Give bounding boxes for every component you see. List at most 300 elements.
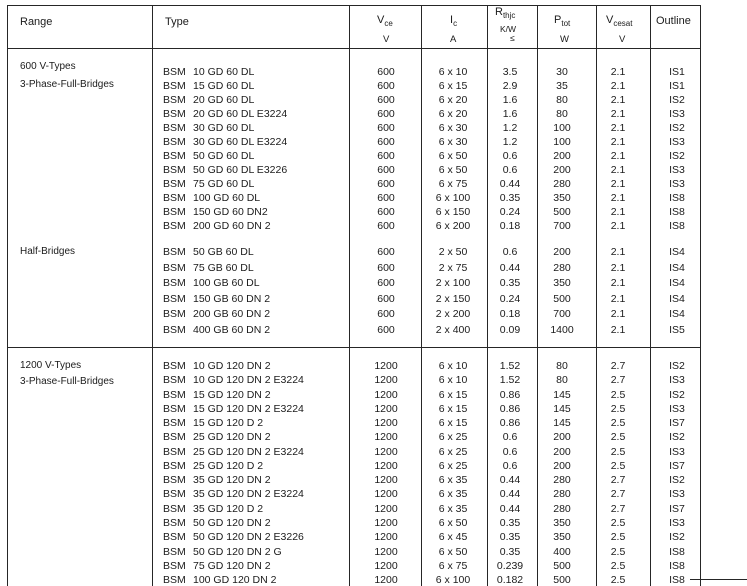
cell-ic: 6 x 25 — [438, 460, 468, 472]
cell-rthjc: 0.24 — [499, 293, 521, 305]
cell-outline: IS7 — [669, 460, 685, 472]
cell-outline: IS3 — [669, 164, 685, 176]
cell-series: BSM — [163, 360, 186, 372]
cell-vcesat: 2.5 — [610, 446, 626, 458]
table-row — [0, 94, 747, 106]
cell-model: 100 GD 120 DN 2 — [193, 574, 277, 586]
table-row — [0, 531, 747, 543]
cell-vcesat: 2.1 — [610, 178, 626, 190]
cell-ic: 6 x 50 — [438, 164, 468, 176]
cell-vce: 1200 — [374, 574, 398, 586]
cell-vce: 1200 — [374, 389, 398, 401]
table-row — [0, 431, 747, 443]
cell-series: BSM — [163, 246, 186, 258]
cell-vce: 600 — [377, 178, 395, 190]
cell-series: BSM — [163, 403, 186, 415]
cell-model: 75 GD 60 DL — [193, 178, 255, 190]
cell-outline: IS2 — [669, 389, 685, 401]
cell-model: 10 GD 60 DL — [193, 66, 255, 78]
cell-ptot: 280 — [553, 503, 571, 515]
header-rthjc-sub: thjc — [502, 11, 516, 20]
cell-model: 50 GD 120 DN 2 G — [193, 546, 282, 558]
cell-outline: IS2 — [669, 94, 685, 106]
table-row — [0, 417, 747, 429]
cell-series: BSM — [163, 474, 186, 486]
cell-ptot: 400 — [553, 546, 571, 558]
header-vcesat-unit: V — [619, 34, 626, 45]
cell-rthjc: 2.9 — [502, 80, 518, 92]
cell-ic: 6 x 200 — [435, 220, 471, 232]
table-row — [0, 80, 747, 92]
cell-vcesat: 2.1 — [610, 122, 626, 134]
cell-rthjc: 0.35 — [499, 531, 521, 543]
cell-vcesat: 2.1 — [610, 206, 626, 218]
table-row — [0, 389, 747, 401]
cell-outline: IS7 — [669, 417, 685, 429]
table-row — [0, 308, 747, 320]
cell-outline: IS3 — [669, 488, 685, 500]
cell-rthjc: 0.86 — [499, 389, 521, 401]
cell-series: BSM — [163, 262, 186, 274]
cell-model: 20 GD 60 DL — [193, 94, 255, 106]
cell-outline: IS1 — [669, 80, 685, 92]
cell-ptot: 280 — [553, 262, 571, 274]
header-ptot-symbol: P — [554, 14, 562, 26]
cell-vce: 600 — [377, 220, 395, 232]
table-row — [0, 403, 747, 415]
cell-ptot: 80 — [556, 374, 568, 386]
cell-rthjc: 0.35 — [499, 277, 521, 289]
table-row — [0, 293, 747, 305]
table-row — [0, 192, 747, 204]
table-row — [0, 277, 747, 289]
cell-outline: IS3 — [669, 178, 685, 190]
cell-vce: 600 — [377, 277, 395, 289]
cell-ic: 6 x 150 — [435, 206, 471, 218]
cell-vcesat: 2.1 — [610, 192, 626, 204]
cell-vce: 1200 — [374, 531, 398, 543]
cell-outline: IS2 — [669, 431, 685, 443]
cell-vcesat: 2.5 — [610, 531, 626, 543]
range-label: 3-Phase-Full-Bridges — [20, 79, 114, 90]
cell-vcesat: 2.1 — [610, 164, 626, 176]
cell-model: 15 GD 120 D 2 — [193, 417, 264, 429]
header-rthjc — [495, 6, 515, 18]
cell-series: BSM — [163, 94, 186, 106]
cell-ic: 6 x 50 — [438, 546, 468, 558]
cell-outline: IS4 — [669, 293, 685, 305]
cell-ic: 6 x 25 — [438, 446, 468, 458]
cell-model: 50 GD 60 DL E3226 — [193, 164, 288, 176]
cell-outline: IS3 — [669, 374, 685, 386]
cell-outline: IS3 — [669, 108, 685, 120]
header-rthjc-unit: K/W — [500, 24, 517, 34]
cell-series: BSM — [163, 136, 186, 148]
cell-model: 15 GD 120 DN 2 E3224 — [193, 403, 304, 415]
cell-model: 35 GD 120 DN 2 — [193, 474, 271, 486]
cell-model: 25 GD 120 DN 2 E3224 — [193, 446, 304, 458]
header-vce — [377, 14, 393, 26]
table-row — [0, 488, 747, 500]
cell-series: BSM — [163, 164, 186, 176]
cell-outline: IS8 — [669, 206, 685, 218]
table-row — [0, 560, 747, 572]
cell-rthjc: 0.6 — [502, 431, 518, 443]
cell-rthjc: 0.86 — [499, 417, 521, 429]
cell-vcesat: 2.5 — [610, 460, 626, 472]
cell-ptot: 200 — [553, 446, 571, 458]
cell-ptot: 500 — [553, 293, 571, 305]
cell-ptot: 500 — [553, 206, 571, 218]
cell-series: BSM — [163, 560, 186, 572]
cell-vcesat: 2.7 — [610, 360, 626, 372]
cell-vce: 600 — [377, 262, 395, 274]
cell-model: 200 GD 60 DN 2 — [193, 220, 271, 232]
cell-outline: IS2 — [669, 531, 685, 543]
cell-outline: IS4 — [669, 246, 685, 258]
table-row — [0, 503, 747, 515]
cell-ic: 6 x 35 — [438, 503, 468, 515]
cell-series: BSM — [163, 277, 186, 289]
cell-outline: IS3 — [669, 517, 685, 529]
cell-outline: IS3 — [669, 403, 685, 415]
cell-vcesat: 2.1 — [610, 293, 626, 305]
cell-vce: 600 — [377, 136, 395, 148]
cell-outline: IS8 — [669, 574, 685, 586]
header-vcesat — [606, 14, 632, 26]
cell-ptot: 500 — [553, 574, 571, 586]
cell-outline: IS8 — [669, 546, 685, 558]
header-outline: Outline — [656, 15, 691, 27]
table-row — [0, 220, 747, 232]
cell-rthjc: 1.2 — [502, 122, 518, 134]
header-vcesat-sub: cesat — [613, 19, 633, 28]
cell-model: 10 GD 120 DN 2 — [193, 360, 271, 372]
cell-ptot: 145 — [553, 403, 571, 415]
cell-vce: 600 — [377, 94, 395, 106]
cell-ptot: 500 — [553, 560, 571, 572]
cell-series: BSM — [163, 417, 186, 429]
cell-vcesat: 2.5 — [610, 560, 626, 572]
header-ptot-sub: tot — [561, 19, 571, 28]
cell-rthjc: 3.5 — [502, 66, 518, 78]
cell-series: BSM — [163, 192, 186, 204]
table-row — [0, 108, 747, 120]
cell-series: BSM — [163, 374, 186, 386]
cell-rthjc: 0.6 — [502, 446, 518, 458]
cell-ic: 6 x 10 — [438, 374, 468, 386]
cell-rthjc: 1.52 — [499, 360, 521, 372]
cell-outline: IS2 — [669, 360, 685, 372]
cell-ic: 2 x 75 — [438, 262, 468, 274]
cell-ptot: 200 — [553, 460, 571, 472]
cell-vce: 1200 — [374, 460, 398, 472]
cell-vce: 600 — [377, 246, 395, 258]
cell-series: BSM — [163, 206, 186, 218]
cell-series: BSM — [163, 324, 186, 336]
cell-ic: 6 x 15 — [438, 417, 468, 429]
cell-vce: 600 — [377, 122, 395, 134]
cell-outline: IS4 — [669, 308, 685, 320]
table-row — [0, 164, 747, 176]
cell-ptot: 100 — [553, 122, 571, 134]
cell-vcesat: 2.7 — [610, 503, 626, 515]
header-divider — [7, 48, 701, 49]
cell-vcesat: 2.1 — [610, 277, 626, 289]
cell-rthjc: 1.6 — [502, 108, 518, 120]
cell-ic: 6 x 50 — [438, 150, 468, 162]
range-label: 3-Phase-Full-Bridges — [20, 376, 114, 387]
cell-vce: 600 — [377, 80, 395, 92]
cell-model: 15 GD 120 DN 2 — [193, 389, 271, 401]
cell-ic: 6 x 25 — [438, 431, 468, 443]
cell-model: 50 GD 120 DN 2 — [193, 517, 271, 529]
cell-rthjc: 0.35 — [499, 517, 521, 529]
cell-series: BSM — [163, 80, 186, 92]
cell-model: 100 GB 60 DL — [193, 277, 260, 289]
cell-vce: 1200 — [374, 517, 398, 529]
cell-ic: 6 x 20 — [438, 94, 468, 106]
cell-series: BSM — [163, 389, 186, 401]
cell-rthjc: 0.44 — [499, 503, 521, 515]
cell-vce: 600 — [377, 66, 395, 78]
cell-vce: 600 — [377, 192, 395, 204]
cell-model: 50 GB 60 DL — [193, 246, 254, 258]
cell-vcesat: 2.5 — [610, 389, 626, 401]
cell-vcesat: 2.1 — [610, 136, 626, 148]
cell-vcesat: 2.5 — [610, 546, 626, 558]
cell-model: 200 GB 60 DN 2 — [193, 308, 271, 320]
cell-ic: 6 x 30 — [438, 136, 468, 148]
cell-outline: IS2 — [669, 122, 685, 134]
cell-model: 50 GD 60 DL — [193, 150, 255, 162]
cell-vce: 1200 — [374, 417, 398, 429]
cell-rthjc: 0.239 — [496, 560, 524, 572]
cell-rthjc: 0.35 — [499, 546, 521, 558]
cell-outline: IS7 — [669, 503, 685, 515]
range-label: 600 V-Types — [20, 61, 76, 72]
table-row — [0, 246, 747, 258]
cell-ic: 6 x 100 — [435, 574, 471, 586]
cell-model: 50 GD 120 DN 2 E3226 — [193, 531, 304, 543]
cell-series: BSM — [163, 431, 186, 443]
cell-ic: 6 x 100 — [435, 192, 471, 204]
cell-ic: 6 x 75 — [438, 178, 468, 190]
cell-ptot: 200 — [553, 164, 571, 176]
cell-outline: IS2 — [669, 474, 685, 486]
header-type: Type — [165, 16, 189, 28]
cell-outline: IS4 — [669, 277, 685, 289]
cell-ptot: 100 — [553, 136, 571, 148]
cell-model: 150 GD 60 DN2 — [193, 206, 268, 218]
cell-vce: 1200 — [374, 503, 398, 515]
cell-outline: IS1 — [669, 66, 685, 78]
cell-rthjc: 0.18 — [499, 308, 521, 320]
cell-ic: 2 x 200 — [435, 308, 471, 320]
cell-outline: IS8 — [669, 192, 685, 204]
range-label: 1200 V-Types — [20, 360, 82, 371]
cell-rthjc: 1.6 — [502, 94, 518, 106]
cell-model: 150 GB 60 DN 2 — [193, 293, 271, 305]
cell-outline: IS4 — [669, 262, 685, 274]
cell-ic: 6 x 15 — [438, 403, 468, 415]
cell-model: 75 GB 60 DL — [193, 262, 254, 274]
table-row — [0, 178, 747, 190]
cell-series: BSM — [163, 66, 186, 78]
cell-series: BSM — [163, 178, 186, 190]
cell-outline: IS2 — [669, 150, 685, 162]
cell-vcesat: 2.7 — [610, 374, 626, 386]
table-row — [0, 122, 747, 134]
cell-rthjc: 0.09 — [499, 324, 521, 336]
cell-vce: 1200 — [374, 488, 398, 500]
cell-ptot: 80 — [556, 108, 568, 120]
cell-series: BSM — [163, 460, 186, 472]
cell-vce: 1200 — [374, 374, 398, 386]
range-label: Half-Bridges — [20, 246, 76, 257]
cell-ptot: 700 — [553, 308, 571, 320]
cell-rthjc: 0.18 — [499, 220, 521, 232]
header-rthjc-qualifier: ≤ — [510, 33, 515, 43]
cell-vcesat: 2.5 — [610, 431, 626, 443]
cell-rthjc: 0.24 — [499, 206, 521, 218]
cell-series: BSM — [163, 108, 186, 120]
cell-model: 35 GD 120 D 2 — [193, 503, 264, 515]
cell-ptot: 200 — [553, 431, 571, 443]
cell-series: BSM — [163, 488, 186, 500]
cell-vce: 1200 — [374, 474, 398, 486]
cell-ptot: 350 — [553, 517, 571, 529]
table-row — [0, 136, 747, 148]
cell-vce: 600 — [377, 206, 395, 218]
cell-vcesat: 2.5 — [610, 403, 626, 415]
cell-vcesat: 2.7 — [610, 474, 626, 486]
cell-series: BSM — [163, 574, 186, 586]
header-vce-symbol: V — [377, 14, 385, 26]
cell-ptot: 145 — [553, 389, 571, 401]
cell-ic: 6 x 50 — [438, 517, 468, 529]
cell-rthjc: 0.182 — [496, 574, 524, 586]
cell-ic: 6 x 10 — [438, 360, 468, 372]
table-row — [0, 474, 747, 486]
cell-ic: 6 x 45 — [438, 531, 468, 543]
cell-vce: 1200 — [374, 446, 398, 458]
cell-series: BSM — [163, 220, 186, 232]
cell-vcesat: 2.1 — [610, 262, 626, 274]
cell-ic: 6 x 15 — [438, 389, 468, 401]
cell-model: 10 GD 120 DN 2 E3224 — [193, 374, 304, 386]
cell-vce: 1200 — [374, 546, 398, 558]
cell-vcesat: 2.1 — [610, 324, 626, 336]
section-divider — [7, 347, 701, 348]
table-row — [0, 517, 747, 529]
cell-model: 15 GD 60 DL — [193, 80, 255, 92]
header-ptot-unit: W — [560, 34, 569, 45]
cell-vcesat: 2.1 — [610, 94, 626, 106]
cell-ic: 6 x 35 — [438, 488, 468, 500]
cell-ic: 6 x 35 — [438, 474, 468, 486]
cell-vce: 1200 — [374, 431, 398, 443]
header-ic-unit: A — [450, 34, 457, 45]
cell-ic: 2 x 100 — [435, 277, 471, 289]
cell-ic: 6 x 20 — [438, 108, 468, 120]
cell-ptot: 280 — [553, 488, 571, 500]
cell-vce: 1200 — [374, 360, 398, 372]
cell-ptot: 350 — [553, 192, 571, 204]
cell-vce: 600 — [377, 293, 395, 305]
cell-ptot: 145 — [553, 417, 571, 429]
cell-rthjc: 0.35 — [499, 192, 521, 204]
cell-ic: 6 x 75 — [438, 560, 468, 572]
cell-ptot: 30 — [556, 66, 568, 78]
cell-rthjc: 0.6 — [502, 246, 518, 258]
cell-model: 20 GD 60 DL E3224 — [193, 108, 288, 120]
header-ptot — [554, 14, 570, 26]
cell-vce: 1200 — [374, 403, 398, 415]
table-row — [0, 206, 747, 218]
cell-ptot: 200 — [553, 150, 571, 162]
cell-vce: 600 — [377, 324, 395, 336]
cell-series: BSM — [163, 531, 186, 543]
cell-ptot: 35 — [556, 80, 568, 92]
table-row — [0, 574, 747, 586]
cell-vcesat: 2.1 — [610, 108, 626, 120]
cell-model: 25 GD 120 DN 2 — [193, 431, 271, 443]
cell-ptot: 700 — [553, 220, 571, 232]
cell-model: 400 GB 60 DN 2 — [193, 324, 271, 336]
cell-model: 25 GD 120 D 2 — [193, 460, 264, 472]
header-range: Range — [20, 16, 53, 28]
cell-outline: IS3 — [669, 136, 685, 148]
header-ic-symbol: I — [450, 14, 454, 26]
cell-ic: 6 x 15 — [438, 80, 468, 92]
cell-series: BSM — [163, 122, 186, 134]
cell-ptot: 280 — [553, 474, 571, 486]
cell-vcesat: 2.1 — [610, 150, 626, 162]
cell-ic: 2 x 150 — [435, 293, 471, 305]
cell-vce: 600 — [377, 308, 395, 320]
cell-vcesat: 2.5 — [610, 417, 626, 429]
table-row — [0, 324, 747, 336]
cell-model: 75 GD 120 DN 2 — [193, 560, 271, 572]
cell-series: BSM — [163, 150, 186, 162]
cell-series: BSM — [163, 446, 186, 458]
table-row — [0, 460, 747, 472]
cell-model: 100 GD 60 DL — [193, 192, 261, 204]
cell-ptot: 350 — [553, 531, 571, 543]
header-ic — [450, 14, 457, 26]
table-row — [0, 262, 747, 274]
cell-vce: 600 — [377, 164, 395, 176]
cell-vce: 600 — [377, 150, 395, 162]
cell-model: 30 GD 60 DL — [193, 122, 255, 134]
cell-ptot: 350 — [553, 277, 571, 289]
cell-vce: 1200 — [374, 560, 398, 572]
table-row — [0, 546, 747, 558]
cell-series: BSM — [163, 293, 186, 305]
table-border-top — [7, 5, 701, 6]
cell-rthjc: 0.6 — [502, 164, 518, 176]
table-row — [0, 66, 747, 78]
cell-outline: IS8 — [669, 560, 685, 572]
header-vcesat-symbol: V — [606, 14, 614, 26]
cell-model: 30 GD 60 DL E3224 — [193, 136, 288, 148]
cell-model: 35 GD 120 DN 2 E3224 — [193, 488, 304, 500]
cell-ptot: 80 — [556, 360, 568, 372]
header-vce-sub: ce — [384, 19, 393, 28]
table-row — [0, 374, 747, 386]
cell-rthjc: 1.2 — [502, 136, 518, 148]
